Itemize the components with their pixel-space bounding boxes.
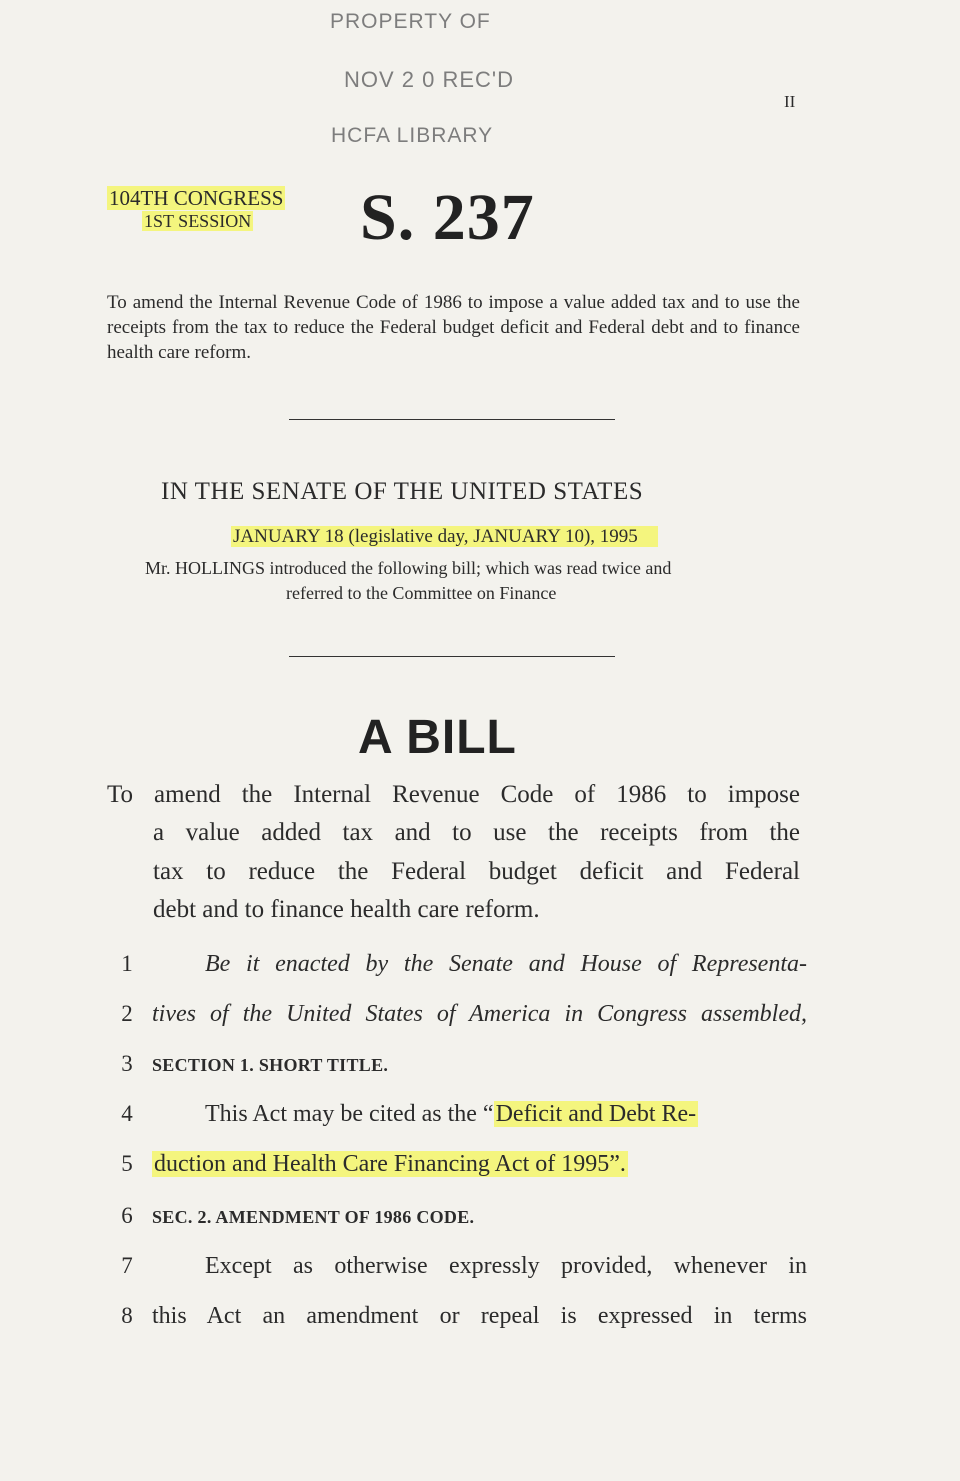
line-text: Be it enacted by the Senate and House of Representa- — [205, 951, 807, 977]
divider-top — [289, 419, 615, 420]
introduction-line-1: Mr. HOLLINGS introduced the following bill; which was read twice and — [145, 558, 672, 578]
congress-session — [142, 211, 253, 232]
chamber-heading: IN THE SENATE OF THE UNITED STATES — [161, 478, 644, 505]
line-text: tives of the United States of America in Congress assembled, — [152, 1001, 807, 1027]
line-text: this Act an amendment or repeal is expressed in terms — [152, 1303, 807, 1329]
line-number: 2 — [121, 1001, 133, 1026]
section-heading: SEC. 2. AMENDMENT OF 1986 CODE. — [152, 1207, 475, 1227]
congress-number — [107, 186, 285, 211]
congress-number-text: 104TH CONGRESS — [109, 186, 284, 210]
stamp-property-of: PROPERTY OF — [330, 10, 491, 33]
bill-number: S. 237 — [360, 181, 535, 254]
line-number: 6 — [121, 1203, 133, 1228]
line-text — [205, 1101, 807, 1128]
section-heading: SECTION 1. SHORT TITLE. — [152, 1055, 389, 1075]
line-text-plain: This Act may be cited as the “ — [205, 1101, 494, 1127]
stamp-received-date: NOV 2 0 REC'D — [344, 67, 515, 92]
bill-line-4 — [117, 1101, 807, 1141]
line-number: 5 — [121, 1151, 133, 1176]
stamp-library: HCFA LIBRARY — [331, 124, 494, 147]
line-text — [152, 1151, 807, 1178]
bill-line-8 — [117, 1303, 807, 1343]
short-title-highlight: duction and Health Care Financing Act of 1995”. — [154, 1151, 626, 1177]
long-title-line-3: tax to reduce the Federal budget deficit and Federal — [153, 858, 800, 885]
line-text: Except as otherwise expressly provided, whenever in — [205, 1253, 807, 1279]
short-title-highlight: Deficit and Debt Re- — [495, 1101, 697, 1127]
bill-line-5 — [117, 1151, 807, 1191]
introduction-line-2: referred to the Committee on Finance — [286, 583, 557, 603]
long-title-line-2: a value added tax and to use the receipts from the — [153, 819, 800, 846]
long-title-line-4: debt and to finance health care reform. — [153, 896, 540, 923]
bill-line-1 — [117, 951, 807, 991]
line-number: 3 — [121, 1051, 133, 1076]
line-number: 1 — [121, 951, 133, 976]
corner-mark: II — [784, 92, 796, 111]
line-number: 7 — [121, 1253, 133, 1278]
a-bill-heading: A BILL — [358, 711, 517, 764]
date-line — [231, 526, 658, 548]
bill-line-7 — [117, 1253, 807, 1293]
date-line-text: JANUARY 18 (legislative day, JANUARY 10), 1995 — [231, 526, 658, 547]
bill-line-3 — [117, 1051, 807, 1091]
line-number: 8 — [121, 1303, 133, 1328]
divider-middle — [289, 656, 615, 657]
line-number: 4 — [121, 1101, 133, 1126]
congress-session-text: 1ST SESSION — [144, 211, 252, 231]
long-title-line-1: To amend the Internal Revenue Code of 1986 to impose — [107, 781, 800, 808]
bill-line-2 — [117, 1001, 807, 1041]
bill-line-6 — [117, 1203, 807, 1243]
summary-title: To amend the Internal Revenue Code of 1986 to impose a value added tax and to use the receipts from the tax to reduce the Federal budget deficit and Federal debt and to finance health care reform. — [107, 292, 800, 363]
